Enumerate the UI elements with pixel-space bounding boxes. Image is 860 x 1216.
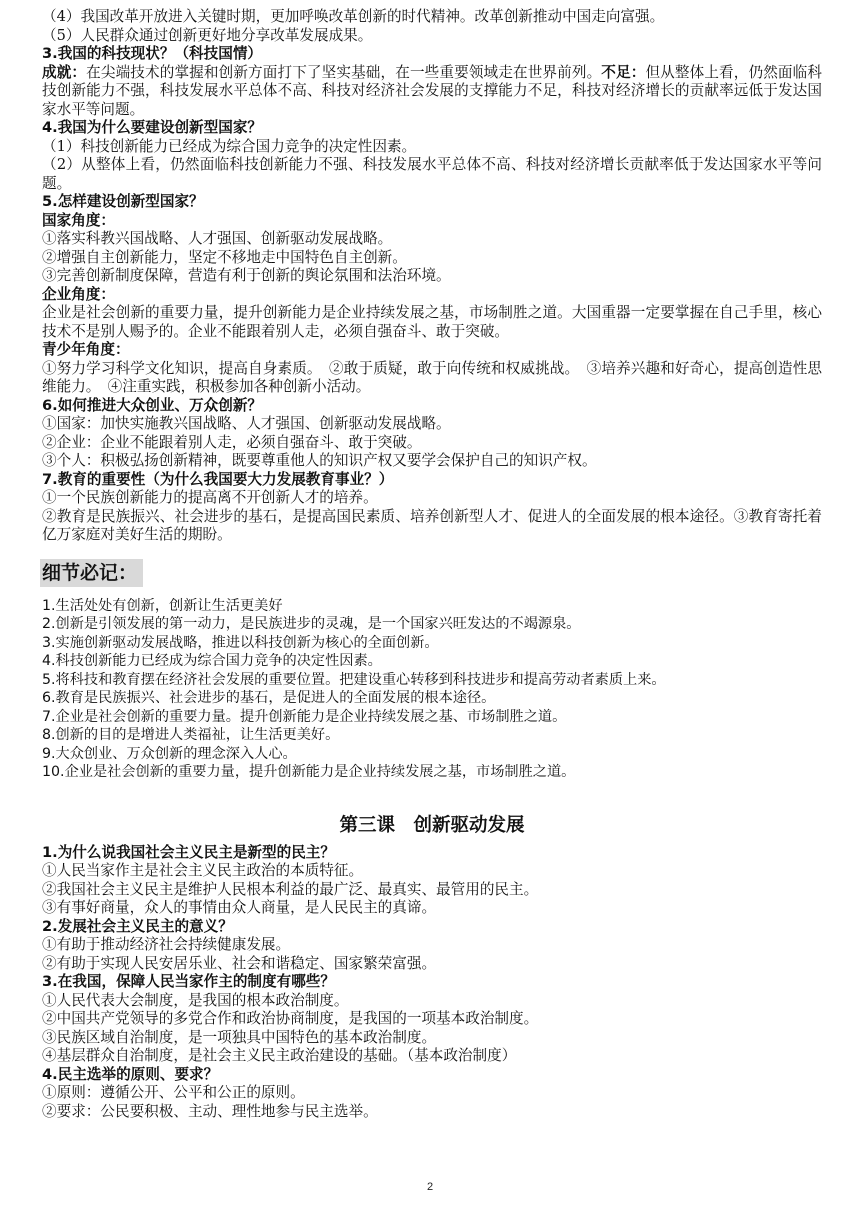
question-heading: 3.我国的科技现状？（科技国情）: [42, 45, 263, 62]
detail-item: 2.创新是引领发展的第一动力，是民族进步的灵魂，是一个国家兴旺发达的不竭源泉。: [42, 616, 581, 632]
list-item: ③个人：积极弘扬创新精神，既要尊重他人的知识产权又要学会保护自己的知识产权。: [42, 452, 597, 469]
detail-item: 3.实施创新驱动发展战略，推进以科技创新为核心的全面创新。: [42, 634, 439, 651]
detail-item: 9.大众创业、万众创新的理念深入人心。: [42, 745, 297, 762]
paragraph: （2）从整体上看，仍然面临科技创新能力不强、科技发展水平总体不高、科技对经济增长贡献率低于发达国家水平等问题。: [42, 156, 822, 192]
list-item: ①人民代表大会制度，是我国的根本政治制度。: [42, 991, 349, 1009]
question-heading: 4.民主选举的原则、要求？: [42, 1065, 219, 1083]
list-item: ①人民当家作主是社会主义民主政治的本质特征。: [42, 862, 364, 879]
question-heading: 4.我国为什么要建设创新型国家？: [42, 119, 263, 136]
paragraph: [42, 64, 822, 120]
list-item: ①国家：加快实施教兴国战略、人才强国、创新驱动发展战略。: [42, 415, 451, 432]
list-item: ②企业：企业不能跟着别人走，必须自强奋斗、敢于突破。: [42, 433, 422, 451]
detail-item: 7.企业是社会创新的重要力量。提升创新能力是企业持续发展之基、市场制胜之道。: [42, 708, 567, 725]
list-item: ②要求：公民要积极、主动、理性地参与民主选举。: [42, 1102, 378, 1120]
paragraph: （1）科技创新能力已经成为综合国力竞争的决定性因素。: [42, 137, 417, 155]
subheading: 企业角度：: [42, 285, 115, 303]
question-heading: 5.怎样建设创新型国家？: [42, 193, 204, 210]
list-item: ②中国共产党领导的多党合作和政治协商制度，是我国的一项基本政治制度。: [42, 1010, 539, 1027]
text: 但从整体上看，仍然面临科技创新能力不强，科技发展水平总体不高、科技对经济社会发展的支撑能力不足，科技对经济增长的贡献率远低于发达国家水平等问题。: [42, 63, 822, 118]
list-item: ②我国社会主义民主是维护人民根本利益的最广泛、最真实、最管用的民主。: [42, 880, 539, 898]
detail-item: 10.企业是社会创新的重要力量，提升创新能力是企业持续发展之基，市场制胜之道。: [42, 764, 576, 780]
subheading: 国家角度：: [42, 211, 115, 229]
question-heading: 3.在我国，保障人民当家作主的制度有哪些？: [42, 973, 335, 990]
list-item: ④基层群众自治制度，是社会主义民主政治建设的基础。（基本政治制度）: [42, 1047, 517, 1064]
list-item: ②增强自主创新能力，坚定不移地走中国特色自主创新。: [42, 248, 407, 266]
document-page: [42, 8, 822, 1121]
text: 在尖端技术的掌握和创新方面打下了坚实基础，在一些重要领域走在世界前列。: [86, 63, 602, 81]
detail-item: 8.创新的目的是增进人类福祉，让生活更美好。: [42, 727, 340, 743]
paragraph: （5）人民群众通过创新更好地分享改革发展成果。: [42, 26, 373, 44]
paragraph: （4）我国改革开放进入关键时期，更加呼唤改革创新的时代精神。改革创新推动中国走向富强。: [42, 8, 665, 25]
list-item: ③完善创新制度保障，营造有利于创新的舆论氛围和法治环境。: [42, 267, 451, 284]
inline-label: 成就：: [42, 63, 87, 81]
detail-item: 5.将科技和教育摆在经济社会发展的重要位置。把建设重心转移到科技进步和提高劳动者素质上来。: [42, 671, 666, 688]
subheading: 青少年角度：: [42, 341, 130, 358]
paragraph: ①一个民族创新能力的提高离不开创新人才的培养。: [42, 489, 378, 506]
list-item: ③有事好商量，众人的事情由众人商量，是人民民主的真谛。: [42, 899, 437, 916]
paragraph: 企业是社会创新的重要力量，提升创新能力是企业持续发展之基，市场制胜之道。大国重器一定要掌握在自己手里，核心技术不是别人赐予的。企业不能跟着别人走，必须自强奋斗、敢于突破。: [42, 304, 822, 340]
inline-label: 不足：: [601, 63, 646, 81]
question-heading: 7.教育的重要性（为什么我国要大力发展教育事业？）: [42, 470, 394, 488]
question-heading: 1.为什么说我国社会主义民主是新型的民主？: [42, 843, 335, 861]
details-heading: 细节必记：: [40, 559, 143, 587]
question-heading: 6.如何推进大众创业、万众创新？: [42, 396, 263, 414]
detail-item: 6.教育是民族振兴、社会进步的基石，是促进人的全面发展的根本途径。: [42, 690, 496, 706]
question-heading: 2.发展社会主义民主的意义？: [42, 917, 233, 935]
paragraph: ①努力学习科学文化知识，提高自身素质。 ②敢于质疑，敢于向传统和权威挑战。 ③培养兴趣和好奇心，提高创造性思维能力。 ④注重实践，积极参加各种创新小活动。: [42, 359, 822, 395]
detail-item: 4.科技创新能力已经成为综合国力竞争的决定性因素。: [42, 653, 382, 669]
paragraph: ②教育是民族振兴、社会进步的基石，是提高国民素质、培养创新型人才、促进人的全面发展的根本途径。③教育寄托着亿万家庭对美好生活的期盼。: [42, 507, 822, 543]
list-item: ③民族区域自治制度，是一项独具中国特色的基本政治制度。: [42, 1028, 437, 1046]
list-item: ①落实科教兴国战略、人才强国、创新驱动发展战略。: [42, 230, 393, 247]
detail-item: 1.生活处处有创新，创新让生活更美好: [42, 597, 283, 614]
page-number: 2: [426, 1181, 434, 1193]
list-item: ①有助于推动经济社会持续健康发展。: [42, 936, 291, 953]
lesson-title: 第三课 创新驱动发展: [339, 814, 525, 836]
details-list: [42, 597, 822, 782]
list-item: ①原则：遵循公开、公平和公正的原则。: [42, 1084, 305, 1101]
list-item: ②有助于实现人民安居乐业、社会和谐稳定、国家繁荣富强。: [42, 954, 437, 972]
